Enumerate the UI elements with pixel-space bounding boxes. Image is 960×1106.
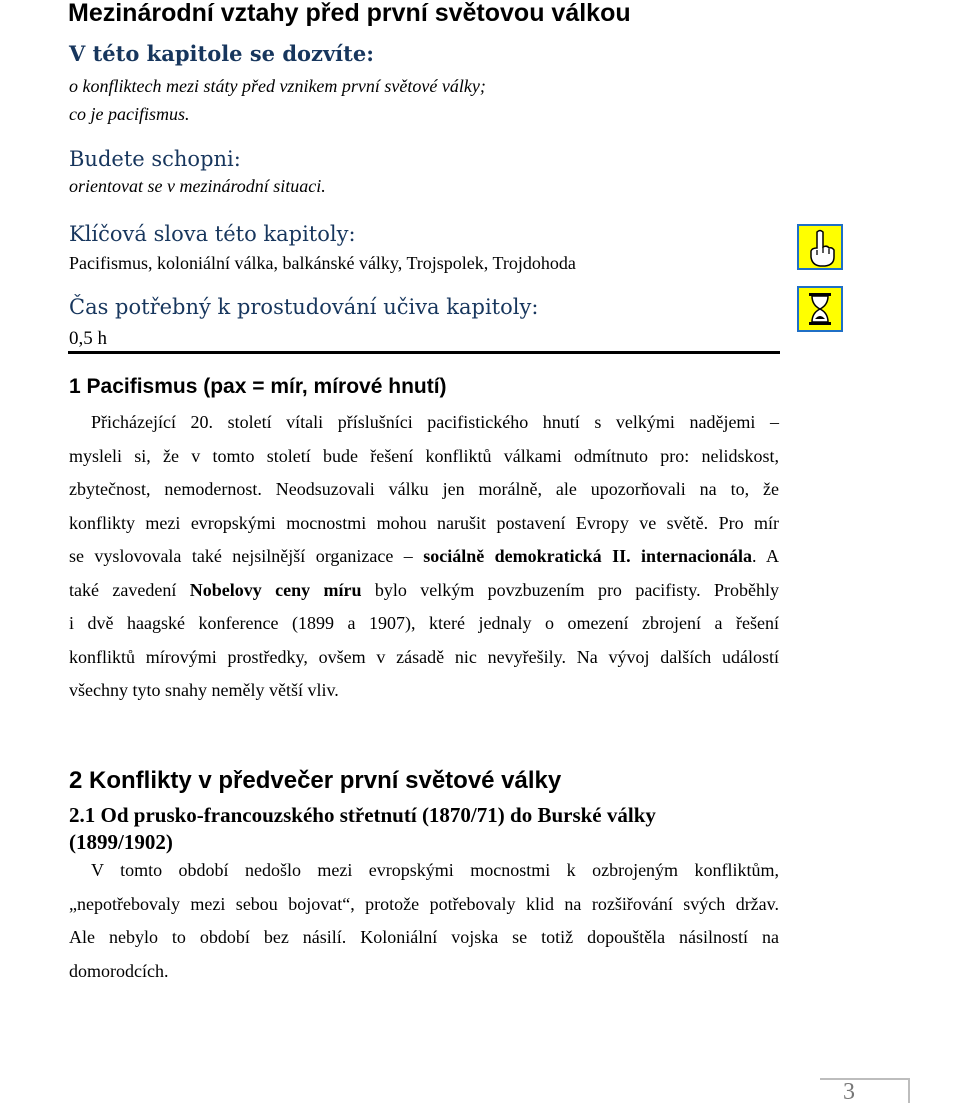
paragraph-line: konflikty mezi evropskými mocnostmi mohou narušit postavení Evropy ve světě. Pro mír — [69, 512, 779, 533]
page-number-box — [820, 1078, 909, 1105]
learn-item: o konfliktech mezi státy před vznikem první světové války; — [69, 76, 486, 96]
page-number: 3 — [843, 1079, 855, 1105]
paragraph-line: i dvě haagské konference (1899 a 1907), které jednaly o omezení zbrojení a řešení — [69, 613, 779, 633]
paragraph-line — [69, 574, 779, 608]
paragraph-text: bylo velkým povzbuzením pro pacifisty. Proběhly — [361, 579, 780, 600]
hourglass-icon — [797, 286, 843, 332]
learn-heading: V této kapitole se dozvíte: — [69, 41, 374, 66]
pointing-finger-icon — [797, 224, 843, 270]
paragraph-line: domorodcích. — [69, 960, 169, 981]
paragraph-line: V tomto období nedošlo mezi evropskými mocnostmi k ozbrojeným konfliktům, — [91, 860, 779, 880]
paragraph-line — [69, 540, 779, 574]
page-title: Mezinárodní vztahy před první světovou válkou — [68, 0, 631, 27]
page-number-divider — [908, 1078, 910, 1103]
able-item: orientovat se v mezinárodní situaci. — [69, 176, 326, 196]
bold-term: Nobelovy ceny míru — [189, 579, 362, 600]
learn-item: co je pacifismus. — [69, 104, 190, 124]
paragraph-line: všechny tyto snahy neměly větší vliv. — [69, 680, 339, 700]
able-heading: Budete schopni: — [69, 147, 241, 171]
paragraph-line: „nepotřebovaly mezi sebou bojovat“, protože potřebovaly klid na rozšiřování svých držav. — [69, 893, 779, 914]
section-divider — [68, 351, 780, 354]
keywords-text: Pacifismus, koloniální válka, balkánské války, Trojspolek, Trojdohoda — [69, 253, 576, 273]
section-paragraph — [69, 406, 779, 708]
paragraph-text: také zavedení — [69, 579, 190, 600]
paragraph-text: se vyslovovala také nejsilnější organizace – — [69, 546, 424, 566]
subsection-heading: 2.1 Od prusko-francouzského střetnutí (1870/71) do Burské války — [69, 803, 656, 827]
section-paragraph — [69, 854, 779, 988]
paragraph-line: mysleli si, že v tomto století bude řešení konfliktů válkami odmítnuto pro: nelidskost, — [69, 445, 779, 466]
section-heading: 2 Konflikty v předvečer první světové války — [69, 767, 562, 794]
time-value: 0,5 h — [69, 328, 107, 349]
paragraph-line: zbytečnost, nemodernost. Neodsuzovali válku jen morálně, ale upozorňovali na to, že — [69, 479, 779, 499]
section-heading: 1 Pacifismus (pax = mír, mírové hnutí) — [69, 375, 447, 398]
time-heading: Čas potřebný k prostudování učiva kapitoly: — [69, 295, 539, 319]
bold-term: sociálně demokratická II. internacionála — [423, 546, 753, 566]
paragraph-line: konfliktů mírovými prostředky, ovšem v zásadě nic nevyřešily. Na vývoj dalších událostí — [69, 646, 779, 667]
keywords-heading: Klíčová slova této kapitoly: — [69, 222, 356, 246]
paragraph-line: Ale nebylo to období bez násilí. Koloniální vojska se totiž dopouštěla násilností na — [69, 927, 779, 947]
paragraph-text: . A — [752, 546, 779, 566]
paragraph-line: Přicházející 20. století vítali příslušníci pacifistického hnutí s velkými nadějemi – — [91, 412, 779, 432]
subsection-heading: (1899/1902) — [69, 830, 173, 854]
